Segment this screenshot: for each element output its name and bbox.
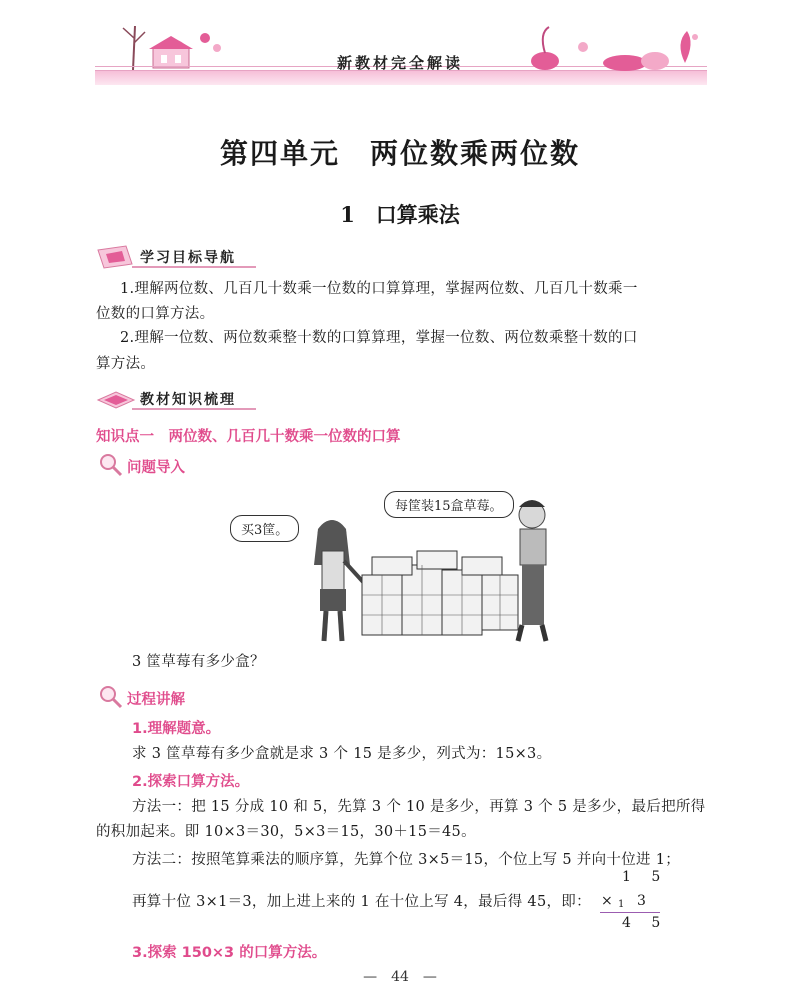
knowledge-underline <box>132 408 256 410</box>
house-tree-decoration-icon <box>105 18 235 70</box>
step-3-heading: 3.探索 150×3 的口算方法。 <box>132 945 327 961</box>
goal-2-line-2: 算方法。 <box>96 356 156 372</box>
goals-section-banner <box>96 244 296 270</box>
page-header <box>95 18 707 88</box>
speech-bubble-right: 每筐装15盒草莓。 <box>384 491 514 518</box>
speech-bubble-left: 买3筐。 <box>230 515 299 542</box>
goal-1-line-1: 1.理解两位数、几百几十数乘一位数的口算算理，掌握两位数、几百几十数乘一 <box>120 281 638 297</box>
strawberry-boxes-illustration <box>222 485 572 645</box>
method-1-line-2: 的积加起来。即 10×3＝30，5×3＝15，30＋15＝45。 <box>96 824 476 840</box>
vertical-rule <box>600 912 660 913</box>
goals-underline <box>132 266 256 268</box>
step-2-heading: 2.探索口算方法。 <box>132 774 250 790</box>
question-intro-heading: 问题导入 <box>127 460 185 476</box>
vertical-carry-digit: 1 <box>618 899 625 910</box>
knowledge-point-heading: 知识点一 两位数、几百几十数乘一位数的口算 <box>96 429 401 445</box>
vertical-result: 4 5 <box>622 915 669 931</box>
people-and-boxes-icon <box>222 485 572 645</box>
question-text: 3 筐草莓有多少盒？ <box>132 654 265 670</box>
header-title: 新教材完全解读 <box>336 54 463 72</box>
goals-section-label: 学习目标导航 <box>140 250 236 266</box>
knowledge-section-banner <box>96 386 296 412</box>
vertical-multiplier: 3 <box>637 893 646 909</box>
method-2-line-2: 再算十位 3×1＝3，加上进上来的 1 在十位上写 4，最后得 45，即： <box>132 894 591 910</box>
page-number: — 44 — <box>363 969 437 985</box>
lesson-title: 1 口算乘法 <box>340 202 460 227</box>
magnifier-icon <box>98 684 124 710</box>
process-heading: 过程讲解 <box>127 692 185 708</box>
method-1-line-1: 方法一：把 15 分成 10 和 5，先算 3 个 10 是多少，再算 3 个 5 是多少，最后把所得 <box>132 799 706 815</box>
knowledge-section-label: 教材知识梳理 <box>140 392 236 408</box>
flower-decoration-icon <box>525 23 705 71</box>
vertical-times-sign: × <box>601 893 613 909</box>
vertical-top-number: 1 5 <box>622 869 669 885</box>
method-2-line-1: 方法二：按照笔算乘法的顺序算，先算个位 3×5＝15，个位上写 5 并向十位进 1； <box>132 852 681 868</box>
unit-title: 第四单元 两位数乘两位数 <box>219 137 580 170</box>
goal-2-line-1: 2.理解一位数、两位数乘整十数的口算算理，掌握一位数、两位数乘整十数的口 <box>120 330 638 346</box>
magnifier-icon <box>98 452 124 478</box>
step-1-text: 求 3 筐草莓有多少盒就是求 3 个 15 是多少，列式为：15×3。 <box>132 746 552 762</box>
step-1-heading: 1.理解题意。 <box>132 721 221 737</box>
goal-1-line-2: 位数的口算方法。 <box>96 306 215 322</box>
